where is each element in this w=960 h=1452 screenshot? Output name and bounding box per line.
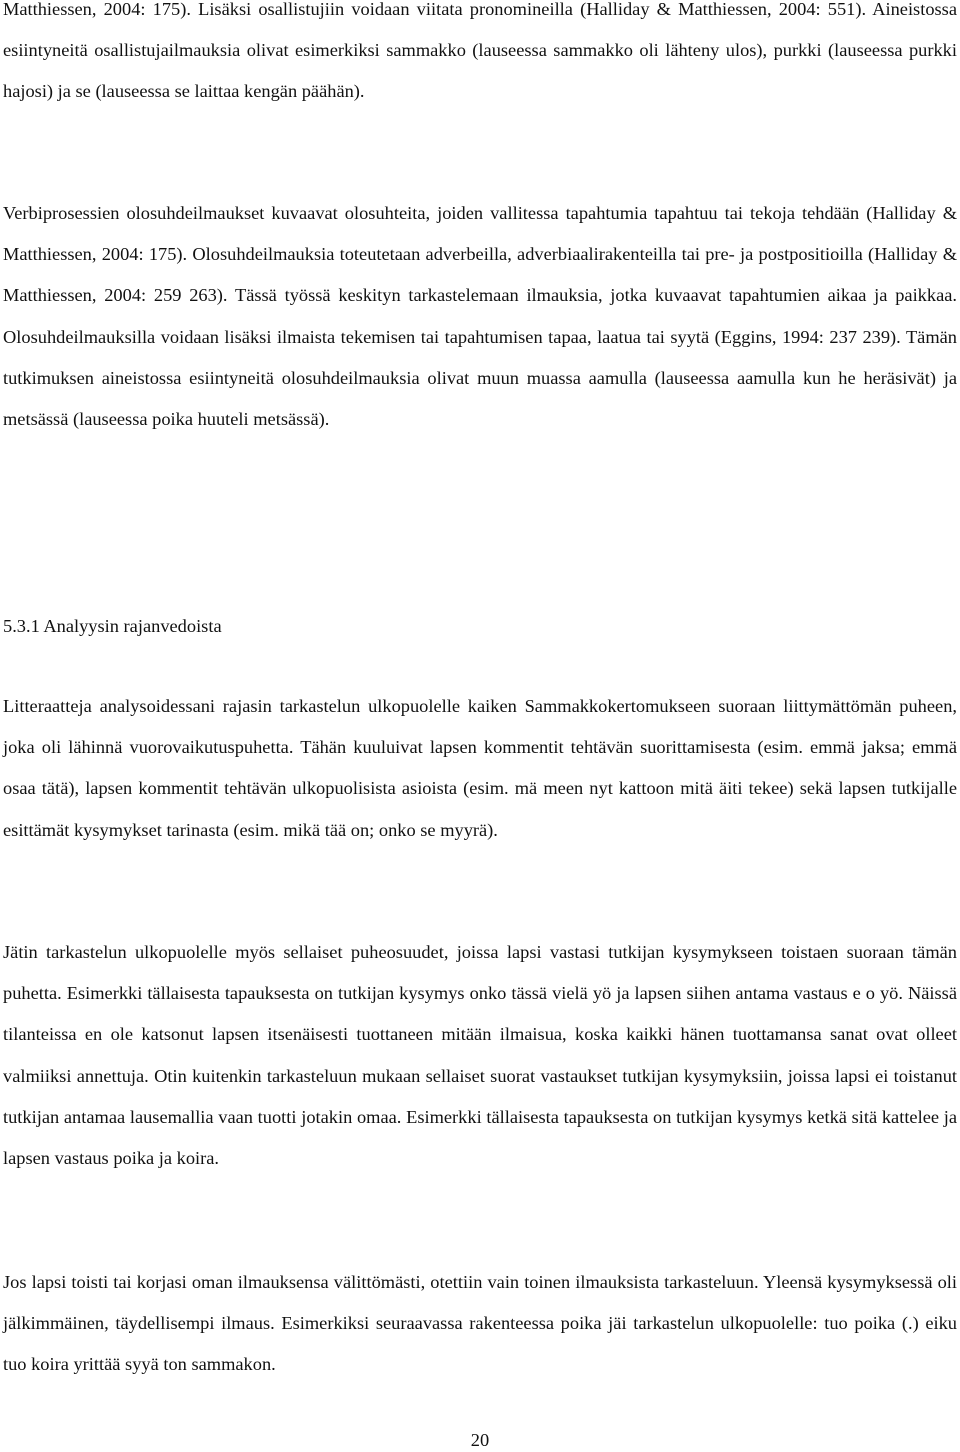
page-number: 20: [470, 1430, 490, 1450]
paragraph-participants: Matthiessen, 2004: 175). Lisäksi osallistujiin voidaan viitata pronomineilla (Halliday & Matthiessen, 2004: 551). Aineistossa esiintyneitä osallistujailmauksia olivat esimerkiksi sammakko (lauseessa sammakko oli lähteny ulos), purkki (lauseessa purkki hajosi) ja se (lauseessa se laittaa kengän päähän).: [3, 0, 957, 102]
paragraph-repetitions: Jätin tarkastelun ulkopuolelle myös sellaiset puheosuudet, joissa lapsi vastasi tutkijan kysymykseen toistaen suoraan tämän puhetta. Esimerkki tällaisesta tapauksesta on tutkijan kysymys onko tässä vielä yö ja lapsen siihen antama vastaus e o yö. Näissä tilanteissa en ole katsonut lapsen itsenäisesti tuottaneen mitään ilmaisua, koska kaikki hänen tuottamansa sanat ovat olleet valmiiksi annettuja. Otin kuitenkin tarkasteluun mukaan sellaiset suorat vastaukset tutkijan kysymyksiin, joissa lapsi ei toistanut tutkijan antamaa lausemallia vaan tuotti jotakin omaa. Esimerkki tällaisesta tapauksesta on tutkijan kysymys ketkä sitä kattelee ja lapsen vastaus poika ja koira.: [3, 942, 957, 1169]
paragraph-exclusions: Litteraatteja analysoidessani rajasin tarkastelun ulkopuolelle kaiken Sammakkokertomukseen suoraan liittymättömän puheen, joka oli lähinnä vuorovaikutuspuhetta. Tähän kuuluivat lapsen kommentit tehtävän suorittamisesta (esim. emmä jaksa; emmä osaa tätä), lapsen kommentit tehtävän ulkopuolisista asioista (esim. mä meen nyt kattoon mitä äiti tekee) sekä lapsen tutkijalle esittämät kysymykset tarinasta (esim. mikä tää on; onko se myyrä).: [3, 696, 957, 840]
paragraph-self-corrections: Jos lapsi toisti tai korjasi oman ilmauksensa välittömästi, otettiin vain toinen ilmauksista tarkasteluun. Yleensä kysymyksessä oli jälkimmäinen, täydellisempi ilmaus. Esimerkiksi seuraavassa rakenteessa poika jäi tarkastelun ulkopuolelle: tuo poika (.) eiku tuo koira yrittää syyä ton sammakon.: [3, 1272, 957, 1375]
section-heading: 5.3.1 Analyysin rajanvedoista: [3, 616, 222, 636]
paragraph-circumstances: Verbiprosessien olosuhdeilmaukset kuvaavat olosuhteita, joiden vallitessa tapahtumia tapahtuu tai tekoja tehdään (Halliday & Matthiessen, 2004: 175). Olosuhdeilmauksia toteutetaan adverbeilla, adverbiaalirakenteilla tai pre- ja postpositioilla (Halliday & Matthiessen, 2004: 259 263). Tässä työssä keskityn tarkastelemaan ilmauksia, jotka kuvaavat tapahtumien aikaa ja paikkaa. Olosuhdeilmauksilla voidaan lisäksi ilmaista tekemisen tai tapahtumisen tapaa, laatua tai syytä (Eggins, 1994: 237 239). Tämän tutkimuksen aineistossa esiintyneitä olosuhdeilmauksia olivat muun muassa aamulla (lauseessa aamulla kun he heräsivät) ja metsässä (lauseessa poika huuteli metsässä).: [3, 203, 957, 430]
